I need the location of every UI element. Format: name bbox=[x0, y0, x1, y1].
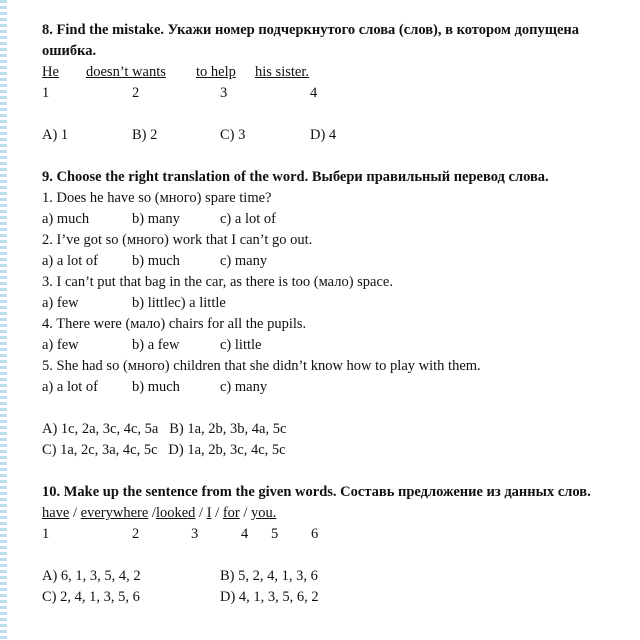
q9-item1-choices bbox=[42, 210, 627, 228]
q10-option-d: D) 4, 1, 3, 5, 6, 2 bbox=[220, 589, 319, 605]
q8-number-4: 4 bbox=[310, 85, 318, 101]
q8-word-4: his sister. bbox=[255, 64, 309, 80]
q10-option-c: C) 2, 4, 1, 3, 5, 6 bbox=[42, 589, 140, 605]
q9-item4-choice-b: b) a few bbox=[132, 337, 180, 353]
q9-item4-choices bbox=[42, 336, 627, 354]
q9-item4-choice-c: c) little bbox=[220, 337, 262, 353]
q10-number-2: 2 bbox=[132, 526, 140, 542]
q9-item5-question: 5. She had so (много) children that she didn’t know how to play with them. bbox=[42, 358, 481, 374]
q9-item2-choice-b: b) much bbox=[132, 253, 180, 269]
q9-item3-choice-a: a) few bbox=[42, 295, 79, 311]
q9-item1-question: 1. Does he have so (много) spare time? bbox=[42, 190, 272, 206]
q8-word-1: He bbox=[42, 64, 59, 80]
q8-number-2: 2 bbox=[132, 85, 140, 101]
q10-words: have / everywhere /looked / I / for / you. bbox=[42, 505, 277, 521]
q9-item1-choice-a: a) much bbox=[42, 211, 90, 227]
q10-title: 10. Make up the sentence from the given words. Составь предложение из данных слов. bbox=[42, 484, 591, 500]
q10-number-4: 4 bbox=[241, 526, 249, 542]
q9-answers-line1: A) 1c, 2a, 3c, 4c, 5a B) 1a, 2b, 3b, 4a, 5c bbox=[42, 421, 287, 437]
q9-item2-question: 2. I’ve got so (много) work that I can’t go out. bbox=[42, 232, 313, 248]
q8-word-3: to help bbox=[196, 64, 236, 80]
q10-word-4: I bbox=[206, 505, 212, 521]
q8-word-2: doesn’t wants bbox=[86, 64, 166, 80]
q9-item1-choice-b: b) many bbox=[132, 211, 180, 227]
q10-number-3: 3 bbox=[191, 526, 199, 542]
q9-item3-choices bbox=[42, 294, 627, 312]
q8-word-numbers bbox=[42, 84, 627, 102]
q8-option-c: C) 3 bbox=[220, 127, 246, 143]
q10-word-numbers bbox=[42, 525, 627, 543]
q10-word-2: everywhere bbox=[80, 505, 149, 521]
q9-item5-choice-c: c) many bbox=[220, 379, 268, 395]
q10-word-5: for bbox=[222, 505, 240, 521]
q8-option-d: D) 4 bbox=[310, 127, 337, 143]
q9-title: 9. Choose the right translation of the word. Выбери правильный перевод слова. bbox=[42, 169, 549, 185]
q10-number-1: 1 bbox=[42, 526, 50, 542]
q9-item4-question: 4. There were (мало) chairs for all the pupils. bbox=[42, 316, 307, 332]
q9-item2-choice-c: c) many bbox=[220, 253, 268, 269]
q10-word-6: you. bbox=[251, 505, 277, 521]
q9-item2-choices bbox=[42, 252, 627, 270]
q10-number-6: 6 bbox=[311, 526, 319, 542]
q8-number-3: 3 bbox=[220, 85, 228, 101]
q10-option-b: B) 5, 2, 4, 1, 3, 6 bbox=[220, 568, 318, 584]
q10-word-1: have bbox=[42, 505, 70, 521]
q9-item5-choices bbox=[42, 378, 627, 396]
q8-option-b: B) 2 bbox=[132, 127, 158, 143]
q9-item5-choice-a: a) a lot of bbox=[42, 379, 98, 395]
q8-option-a: A) 1 bbox=[42, 127, 69, 143]
q8-title-line2: ошибка. bbox=[42, 43, 97, 59]
q9-item3-choice-bc: b) littlec) a little bbox=[132, 295, 226, 311]
q9-item5-choice-b: b) much bbox=[132, 379, 180, 395]
q8-options bbox=[42, 126, 627, 144]
q8-number-1: 1 bbox=[42, 85, 50, 101]
q9-item1-choice-c: c) a lot of bbox=[220, 211, 276, 227]
q10-number-5: 5 bbox=[271, 526, 279, 542]
q9-answers-line2: C) 1a, 2c, 3a, 4c, 5c D) 1a, 2b, 3c, 4c, 5c bbox=[42, 442, 286, 458]
q9-item3-question: 3. I can’t put that bag in the car, as there is too (мало) space. bbox=[42, 274, 393, 290]
q9-item2-choice-a: a) a lot of bbox=[42, 253, 98, 269]
q9-item4-choice-a: a) few bbox=[42, 337, 79, 353]
page-edge-pattern bbox=[0, 0, 7, 640]
q8-title-line1: 8. Find the mistake. Укажи номер подчеркнутого слова (слов), в котором допущена bbox=[42, 22, 580, 38]
q8-sentence bbox=[42, 63, 627, 81]
q10-option-a: A) 6, 1, 3, 5, 4, 2 bbox=[42, 568, 141, 584]
q10-options-row1 bbox=[42, 567, 627, 585]
q10-options-row2 bbox=[42, 588, 627, 606]
q10-word-3: looked bbox=[155, 505, 196, 521]
